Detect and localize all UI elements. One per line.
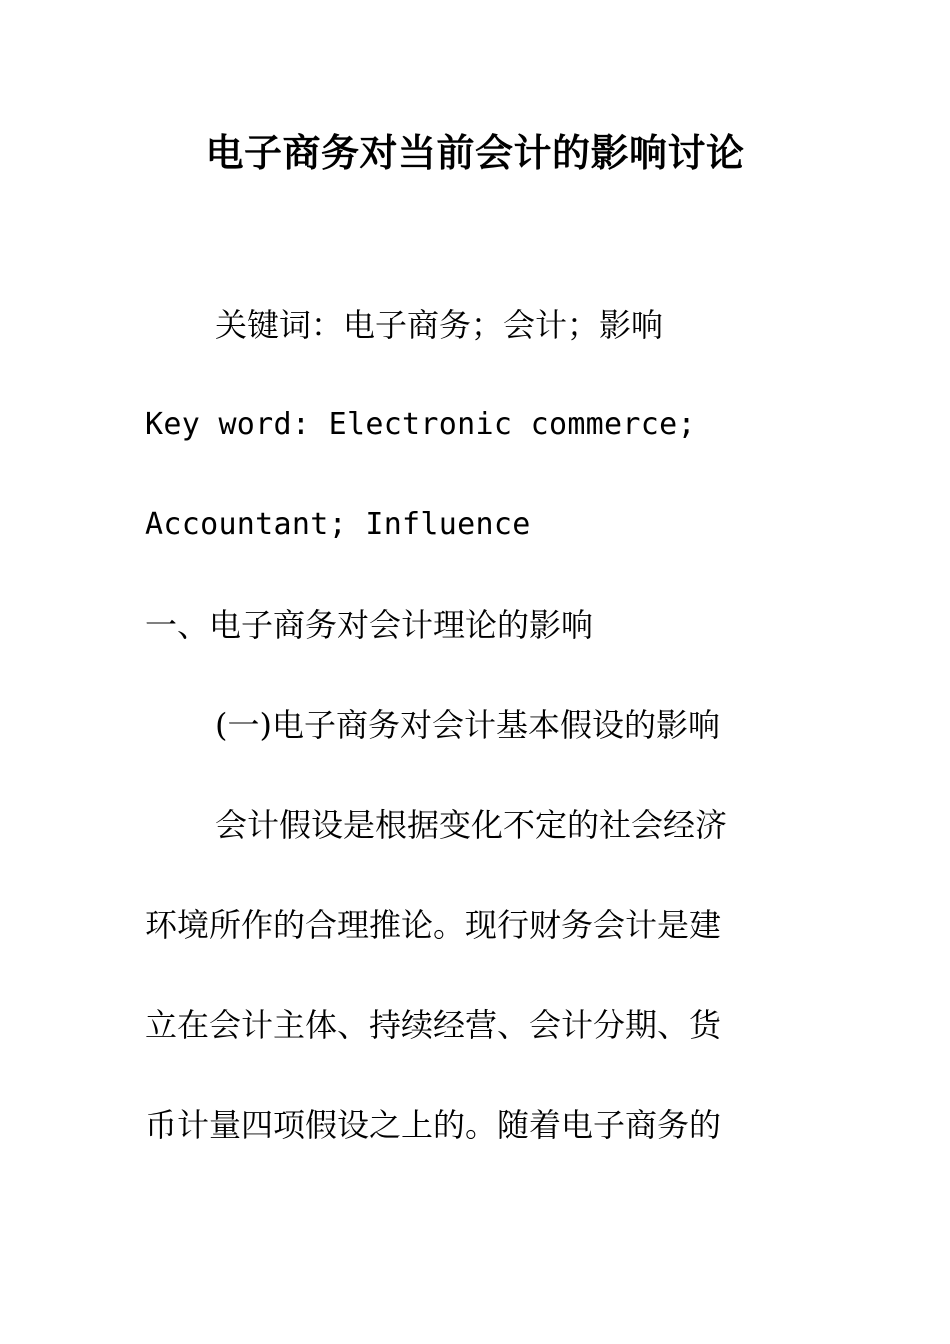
body-paragraph-line: 立在会计主体、持续经营、会计分期、货 xyxy=(145,1006,722,1044)
body-paragraph-line: 环境所作的合理推论。现行财务会计是建 xyxy=(145,906,722,944)
body-paragraph-line: 会计假设是根据变化不定的社会经济 xyxy=(215,806,728,844)
body-paragraph-line: 币计量四项假设之上的。随着电子商务的 xyxy=(145,1106,722,1144)
section-heading: 一、电子商务对会计理论的影响 xyxy=(145,606,594,644)
document-title: 电子商务对当前会计的影响讨论 xyxy=(205,131,745,175)
keywords-chinese: 关键词：电子商务；会计；影响 xyxy=(215,306,664,344)
keywords-english-line-2: Accountant; Influence xyxy=(145,507,531,542)
subsection-heading: (一)电子商务对会计基本假设的影响 xyxy=(215,706,720,744)
keywords-english-line-1: Key word: Electronic commerce; xyxy=(145,407,696,442)
